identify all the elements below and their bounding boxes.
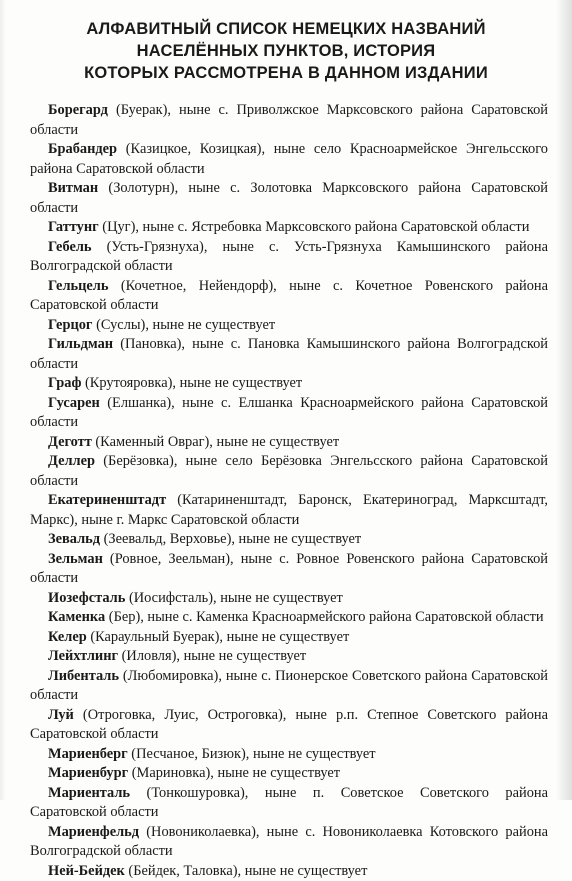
list-entry: [30, 667, 548, 706]
list-entry: [30, 706, 548, 745]
list-entry: [30, 745, 548, 765]
entry-text: (Берёзовка), ныне село Берёзовка Энгельсского района Саратовской области: [30, 453, 548, 489]
entry-text: (Усть-Грязнуха), ныне с. Усть-Грязнуха Камышинского района Волгоградской области: [30, 239, 548, 275]
title-line: АЛФАВИТНЫЙ СПИСОК НЕМЕЦКИХ НАЗВАНИЙ: [40, 18, 532, 40]
entry-text: (Песчаное, Бизюк), ныне не существует: [128, 746, 376, 762]
entry-text: (Казицкое, Козицкая), ныне село Красноармейское Энгельсского района Саратовской области: [30, 141, 548, 177]
list-entry: [30, 784, 548, 823]
entry-text: (Пановка), ныне с. Пановка Камышинского района Волгоградской области: [30, 336, 548, 372]
list-entry: [30, 316, 548, 336]
entry-text: (Цуг), ныне с. Ястребовка Марксовского района Саратовской области: [99, 219, 530, 235]
entry-name: Мариенбург: [48, 765, 128, 781]
entry-text: (Кочетное, Нейендорф), ныне с. Кочетное Ровенского района Саратовской области: [30, 278, 548, 314]
entry-text: (Караульный Буерак), ныне не существует: [87, 629, 350, 645]
entry-name: Брабандер: [48, 141, 117, 157]
list-entry: [30, 238, 548, 277]
entry-name: Борегард: [48, 102, 108, 118]
list-entry: [30, 647, 548, 667]
entry-text: (Бер), ныне с. Каменка Красноармейского района Саратовской области: [105, 609, 543, 625]
entry-name: Лейхтлинг: [48, 648, 118, 664]
list-entry: [30, 394, 548, 433]
entry-text: (Ровное, Зеельман), ныне с. Ровное Ровенского района Саратовской области: [30, 551, 548, 587]
entry-name: Герцог: [48, 317, 92, 333]
title-line: НАСЕЛЁННЫХ ПУНКТОВ, ИСТОРИЯ: [40, 40, 532, 62]
entry-name: Деготт: [48, 434, 92, 450]
entry-text: (Буерак), ныне с. Приволжское Марксовского района Саратовской области: [30, 102, 548, 138]
list-entry: [30, 823, 548, 862]
list-entry: [30, 452, 548, 491]
list-entry: [30, 491, 548, 530]
list-entry: [30, 764, 548, 784]
list-entry: [30, 628, 548, 648]
list-entry: [30, 140, 548, 179]
entry-name: Деллер: [48, 453, 95, 469]
entry-name: Витман: [48, 180, 98, 196]
title-line: КОТОРЫХ РАССМОТРЕНА В ДАННОМ ИЗДАНИИ: [40, 62, 532, 84]
entry-text: (Каменный Овраг), ныне не существует: [92, 434, 339, 450]
entry-name: Гильдман: [48, 336, 113, 352]
list-entry: [30, 179, 548, 218]
entry-name: Граф: [48, 375, 81, 391]
page-gutter-shadow: [0, 0, 6, 800]
entry-name: Гаттунг: [48, 219, 99, 235]
entry-name: Луй: [48, 707, 74, 723]
entry-name: Зевальд: [48, 531, 100, 547]
entry-name: Мариенберг: [48, 746, 128, 762]
page-edge-shadow: [556, 0, 572, 800]
entry-text: (Иловля), ныне не существует: [118, 648, 306, 664]
entry-name: Ней-Бейдек: [48, 863, 125, 879]
entry-name: Мариенфельд: [48, 824, 139, 840]
entry-name: Гельцель: [48, 278, 109, 294]
entry-name: Екатериненштадт: [48, 492, 166, 508]
entry-name: Гебель: [48, 239, 92, 255]
entry-text: (Иосифсталь), ныне не существует: [125, 590, 342, 606]
entry-text: (Отроговка, Луис, Остроговка), ныне р.п. Степное Советского района Саратовской области: [30, 707, 548, 743]
entry-text: (Крутояровка), ныне не существует: [81, 375, 302, 391]
list-entry: [30, 862, 548, 881]
entry-text: (Тонкошуровка), ныне п. Советское Советского района Саратовской области: [30, 785, 548, 821]
entry-name: Гусарен: [48, 395, 100, 411]
list-entry: [30, 218, 548, 238]
entry-name: Каменка: [48, 609, 105, 625]
entry-name: Иозефсталь: [48, 590, 125, 606]
list-entry: [30, 589, 548, 609]
list-entry: [30, 433, 548, 453]
list-entry: [30, 374, 548, 394]
entry-name: Мариенталь: [48, 785, 130, 801]
entry-text: (Зеевальд, Верховье), ныне не существует: [100, 531, 361, 547]
list-entry: [30, 277, 548, 316]
entry-text: (Новониколаевка), ныне с. Новониколаевка Котовского района Волгоградской области: [30, 824, 548, 860]
entry-text: (Елшанка), ныне с. Елшанка Красноармейского района Саратовской области: [30, 395, 548, 431]
settlement-list: [30, 101, 548, 881]
page-title: [40, 18, 532, 84]
entry-name: Зельман: [48, 551, 103, 567]
entry-name: Либенталь: [48, 668, 119, 684]
list-entry: [30, 550, 548, 589]
entry-text: (Бейдек, Таловка), ныне не существует: [125, 863, 368, 879]
entry-text: (Золотурн), ныне с. Золотовка Марксовского района Саратовской области: [30, 180, 548, 216]
entry-text: (Любомировка), ныне с. Пионерское Советского района Саратовской области: [30, 668, 548, 704]
list-entry: [30, 101, 548, 140]
entry-text: (Мариновка), ныне не существует: [128, 765, 340, 781]
list-entry: [30, 335, 548, 374]
entry-text: (Катариненштадт, Баронск, Екатериноград, Марксштадт, Маркс), ныне г. Маркс Саратовской области: [30, 492, 548, 528]
entry-text: (Суслы), ныне не существует: [92, 317, 275, 333]
list-entry: [30, 608, 548, 628]
entry-name: Келер: [48, 629, 87, 645]
list-entry: [30, 530, 548, 550]
